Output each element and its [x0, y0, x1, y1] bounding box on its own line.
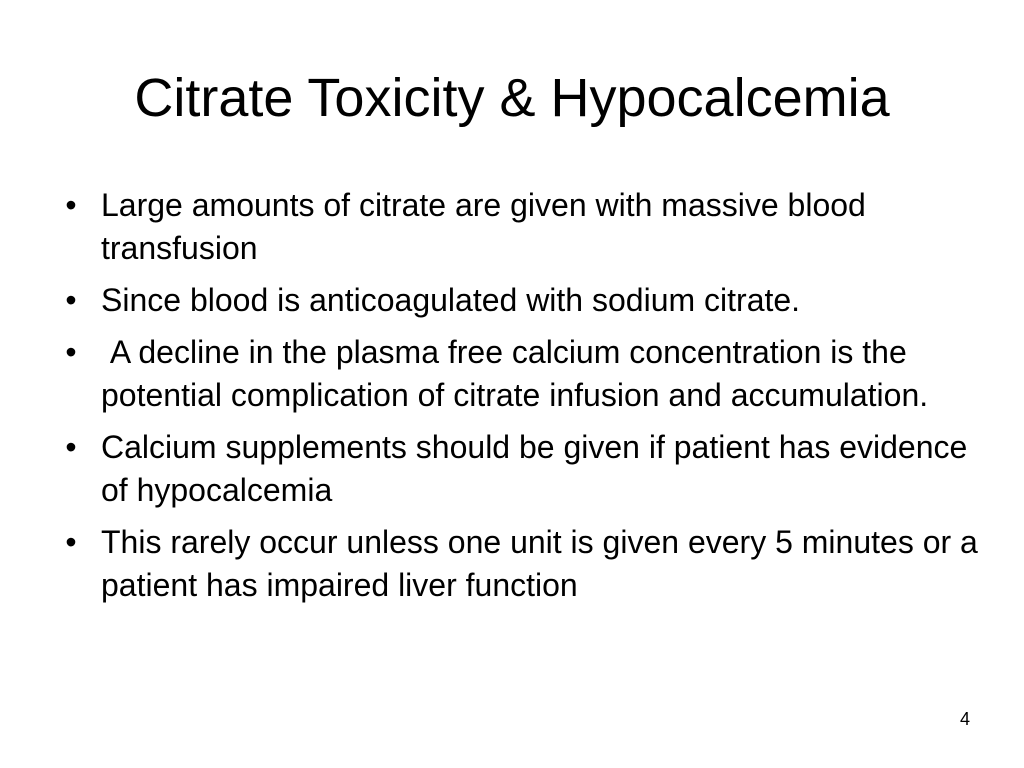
bullet-point-icon: • [65, 334, 77, 370]
bullet-item [56, 184, 986, 270]
bullet-item [56, 521, 986, 607]
bullet-text: This rarely occur unless one unit is given every 5 minutes or a patient has impaired liver function [101, 524, 987, 603]
bullet-item [56, 426, 986, 512]
bullet-point-icon: • [65, 282, 77, 318]
bullet-point-icon: • [65, 187, 77, 223]
bullet-text: Calcium supplements should be given if patient has evidence of hypocalcemia [101, 429, 977, 508]
bullet-point-icon: • [65, 524, 77, 560]
bullet-text: Large amounts of citrate are given with massive blood transfusion [101, 187, 875, 266]
bullet-text: Since blood is anticoagulated with sodium citrate. [101, 282, 801, 318]
bullet-point-icon: • [65, 429, 77, 465]
page-number: 4 [959, 709, 970, 729]
slide-title: Citrate Toxicity & Hypocalcemia [134, 68, 890, 128]
bullet-item [56, 331, 986, 417]
bullet-item [56, 279, 986, 322]
bullet-text: A decline in the plasma free calcium concentration is the potential complication of citrate infusion and accumulation. [101, 334, 929, 413]
bullet-list [56, 184, 986, 616]
